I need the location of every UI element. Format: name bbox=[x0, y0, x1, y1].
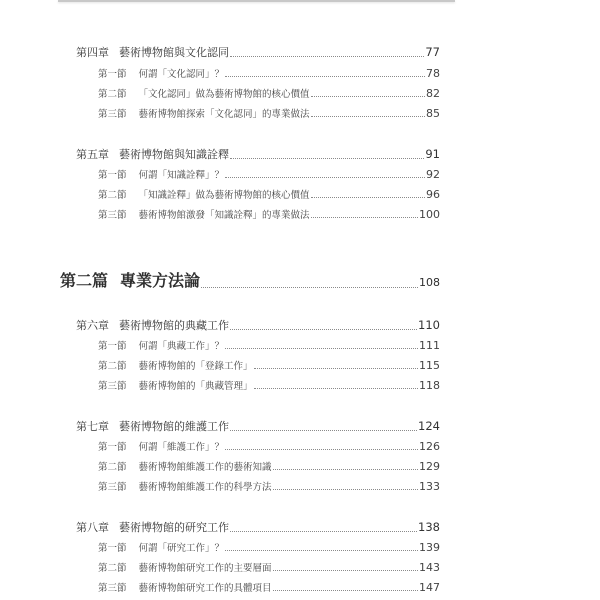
toc-section[interactable] bbox=[98, 358, 440, 372]
leader-dots bbox=[273, 590, 418, 591]
leader-dots bbox=[311, 217, 418, 218]
toc-section[interactable] bbox=[98, 378, 440, 392]
toc-part-2[interactable] bbox=[60, 268, 440, 291]
leader-dots bbox=[225, 177, 425, 178]
section-title: 藝術博物館維護工作的藝術知識 bbox=[138, 462, 272, 473]
leader-dots bbox=[273, 489, 418, 490]
page-number: 82 bbox=[426, 87, 440, 100]
leader-dots bbox=[230, 56, 424, 57]
section-title: 藝術博物館維護工作的科學方法 bbox=[138, 482, 272, 493]
toc-section[interactable] bbox=[98, 207, 440, 221]
section-title: 何謂「維護工作」？ bbox=[138, 442, 225, 453]
toc-section[interactable] bbox=[98, 106, 440, 120]
leader-dots bbox=[230, 158, 424, 159]
toc-section[interactable] bbox=[98, 479, 440, 493]
page-number: 118 bbox=[419, 379, 440, 392]
leader-dots bbox=[230, 430, 417, 431]
section-number: 第一節 bbox=[98, 543, 127, 554]
toc-section[interactable] bbox=[98, 540, 440, 554]
toc-section[interactable] bbox=[98, 338, 440, 352]
page-number: 143 bbox=[419, 561, 440, 574]
section-number: 第三節 bbox=[98, 109, 127, 120]
section-title: 何謂「知識詮釋」？ bbox=[138, 170, 225, 181]
section-number: 第一節 bbox=[98, 341, 127, 352]
toc-section[interactable] bbox=[98, 560, 440, 574]
page-number: 77 bbox=[425, 45, 440, 59]
section-title: 何謂「文化認同」？ bbox=[138, 69, 225, 80]
toc-chapter-5[interactable] bbox=[76, 146, 440, 162]
toc-section[interactable] bbox=[98, 167, 440, 181]
leader-dots bbox=[230, 329, 417, 330]
chapter-number: 第八章 bbox=[76, 521, 109, 534]
leader-dots bbox=[311, 197, 425, 198]
section-number: 第一節 bbox=[98, 170, 127, 181]
page-number: 139 bbox=[419, 541, 440, 554]
toc-section[interactable] bbox=[98, 187, 440, 201]
section-title: 藝術博物館激發「知識詮釋」的專業做法 bbox=[138, 210, 310, 221]
section-title: 藝術博物館探索「文化認同」的專業做法 bbox=[138, 109, 310, 120]
leader-dots bbox=[273, 570, 418, 571]
section-number: 第二節 bbox=[98, 462, 127, 473]
part-title: 專業方法論 bbox=[120, 271, 201, 290]
page-number: 133 bbox=[419, 480, 440, 493]
leader-dots bbox=[201, 287, 418, 288]
section-title: 「文化認同」做為藝術博物館的核心價值 bbox=[138, 89, 310, 100]
page-number: 138 bbox=[418, 520, 440, 534]
chapter-title: 藝術博物館的維護工作 bbox=[119, 420, 229, 433]
page-number: 92 bbox=[426, 168, 440, 181]
page-number: 115 bbox=[419, 359, 440, 372]
section-title: 藝術博物館研究工作的主要層面 bbox=[138, 563, 272, 574]
toc-section[interactable] bbox=[98, 66, 440, 80]
section-title: 藝術博物館的「典藏管理」 bbox=[138, 381, 253, 392]
page-number: 78 bbox=[426, 67, 440, 80]
page-number: 100 bbox=[419, 208, 440, 221]
section-number: 第二節 bbox=[98, 361, 127, 372]
toc-chapter-6[interactable] bbox=[76, 317, 440, 333]
page-number: 124 bbox=[418, 419, 440, 433]
page-number: 91 bbox=[425, 147, 440, 161]
leader-dots bbox=[311, 116, 425, 117]
page-number: 85 bbox=[426, 107, 440, 120]
page-number: 129 bbox=[419, 460, 440, 473]
toc-section[interactable] bbox=[98, 86, 440, 100]
toc-section[interactable] bbox=[98, 439, 440, 453]
chapter-title: 藝術博物館與文化認同 bbox=[119, 46, 229, 59]
leader-dots bbox=[225, 348, 418, 349]
section-title: 「知識詮釋」做為藝術博物館的核心價值 bbox=[138, 190, 310, 201]
section-number: 第三節 bbox=[98, 583, 127, 594]
leader-dots bbox=[273, 469, 418, 470]
page-number: 110 bbox=[418, 318, 440, 332]
chapter-number: 第五章 bbox=[76, 148, 109, 161]
toc-section[interactable] bbox=[98, 459, 440, 473]
leader-dots bbox=[225, 449, 418, 450]
chapter-number: 第六章 bbox=[76, 319, 109, 332]
section-number: 第二節 bbox=[98, 190, 127, 201]
section-title: 藝術博物館研究工作的具體項目 bbox=[138, 583, 272, 594]
leader-dots bbox=[225, 550, 418, 551]
chapter-title: 藝術博物館的研究工作 bbox=[119, 521, 229, 534]
page-number: 96 bbox=[426, 188, 440, 201]
section-number: 第三節 bbox=[98, 482, 127, 493]
section-number: 第二節 bbox=[98, 563, 127, 574]
section-number: 第一節 bbox=[98, 442, 127, 453]
toc-chapter-7[interactable] bbox=[76, 418, 440, 434]
toc-section[interactable] bbox=[98, 580, 440, 594]
leader-dots bbox=[254, 388, 418, 389]
leader-dots bbox=[225, 76, 425, 77]
section-title: 何謂「研究工作」？ bbox=[138, 543, 225, 554]
page-number: 126 bbox=[419, 440, 440, 453]
section-number: 第二節 bbox=[98, 89, 127, 100]
chapter-title: 藝術博物館與知識詮釋 bbox=[119, 148, 229, 161]
toc-chapter-8[interactable] bbox=[76, 519, 440, 535]
section-title: 何謂「典藏工作」？ bbox=[138, 341, 225, 352]
page-number: 111 bbox=[419, 339, 440, 352]
chapter-number: 第七章 bbox=[76, 420, 109, 433]
section-number: 第三節 bbox=[98, 210, 127, 221]
chapter-title: 藝術博物館的典藏工作 bbox=[119, 319, 229, 332]
page-number: 147 bbox=[419, 581, 440, 594]
part-number: 第二篇 bbox=[60, 271, 109, 290]
section-number: 第三節 bbox=[98, 381, 127, 392]
leader-dots bbox=[230, 531, 417, 532]
leader-dots bbox=[311, 96, 425, 97]
section-title: 藝術博物館的「登錄工作」 bbox=[138, 361, 253, 372]
section-number: 第一節 bbox=[98, 69, 127, 80]
page-number: 108 bbox=[419, 276, 440, 289]
leader-dots bbox=[254, 368, 418, 369]
toc-chapter-4[interactable] bbox=[76, 44, 440, 60]
chapter-number: 第四章 bbox=[76, 46, 109, 59]
